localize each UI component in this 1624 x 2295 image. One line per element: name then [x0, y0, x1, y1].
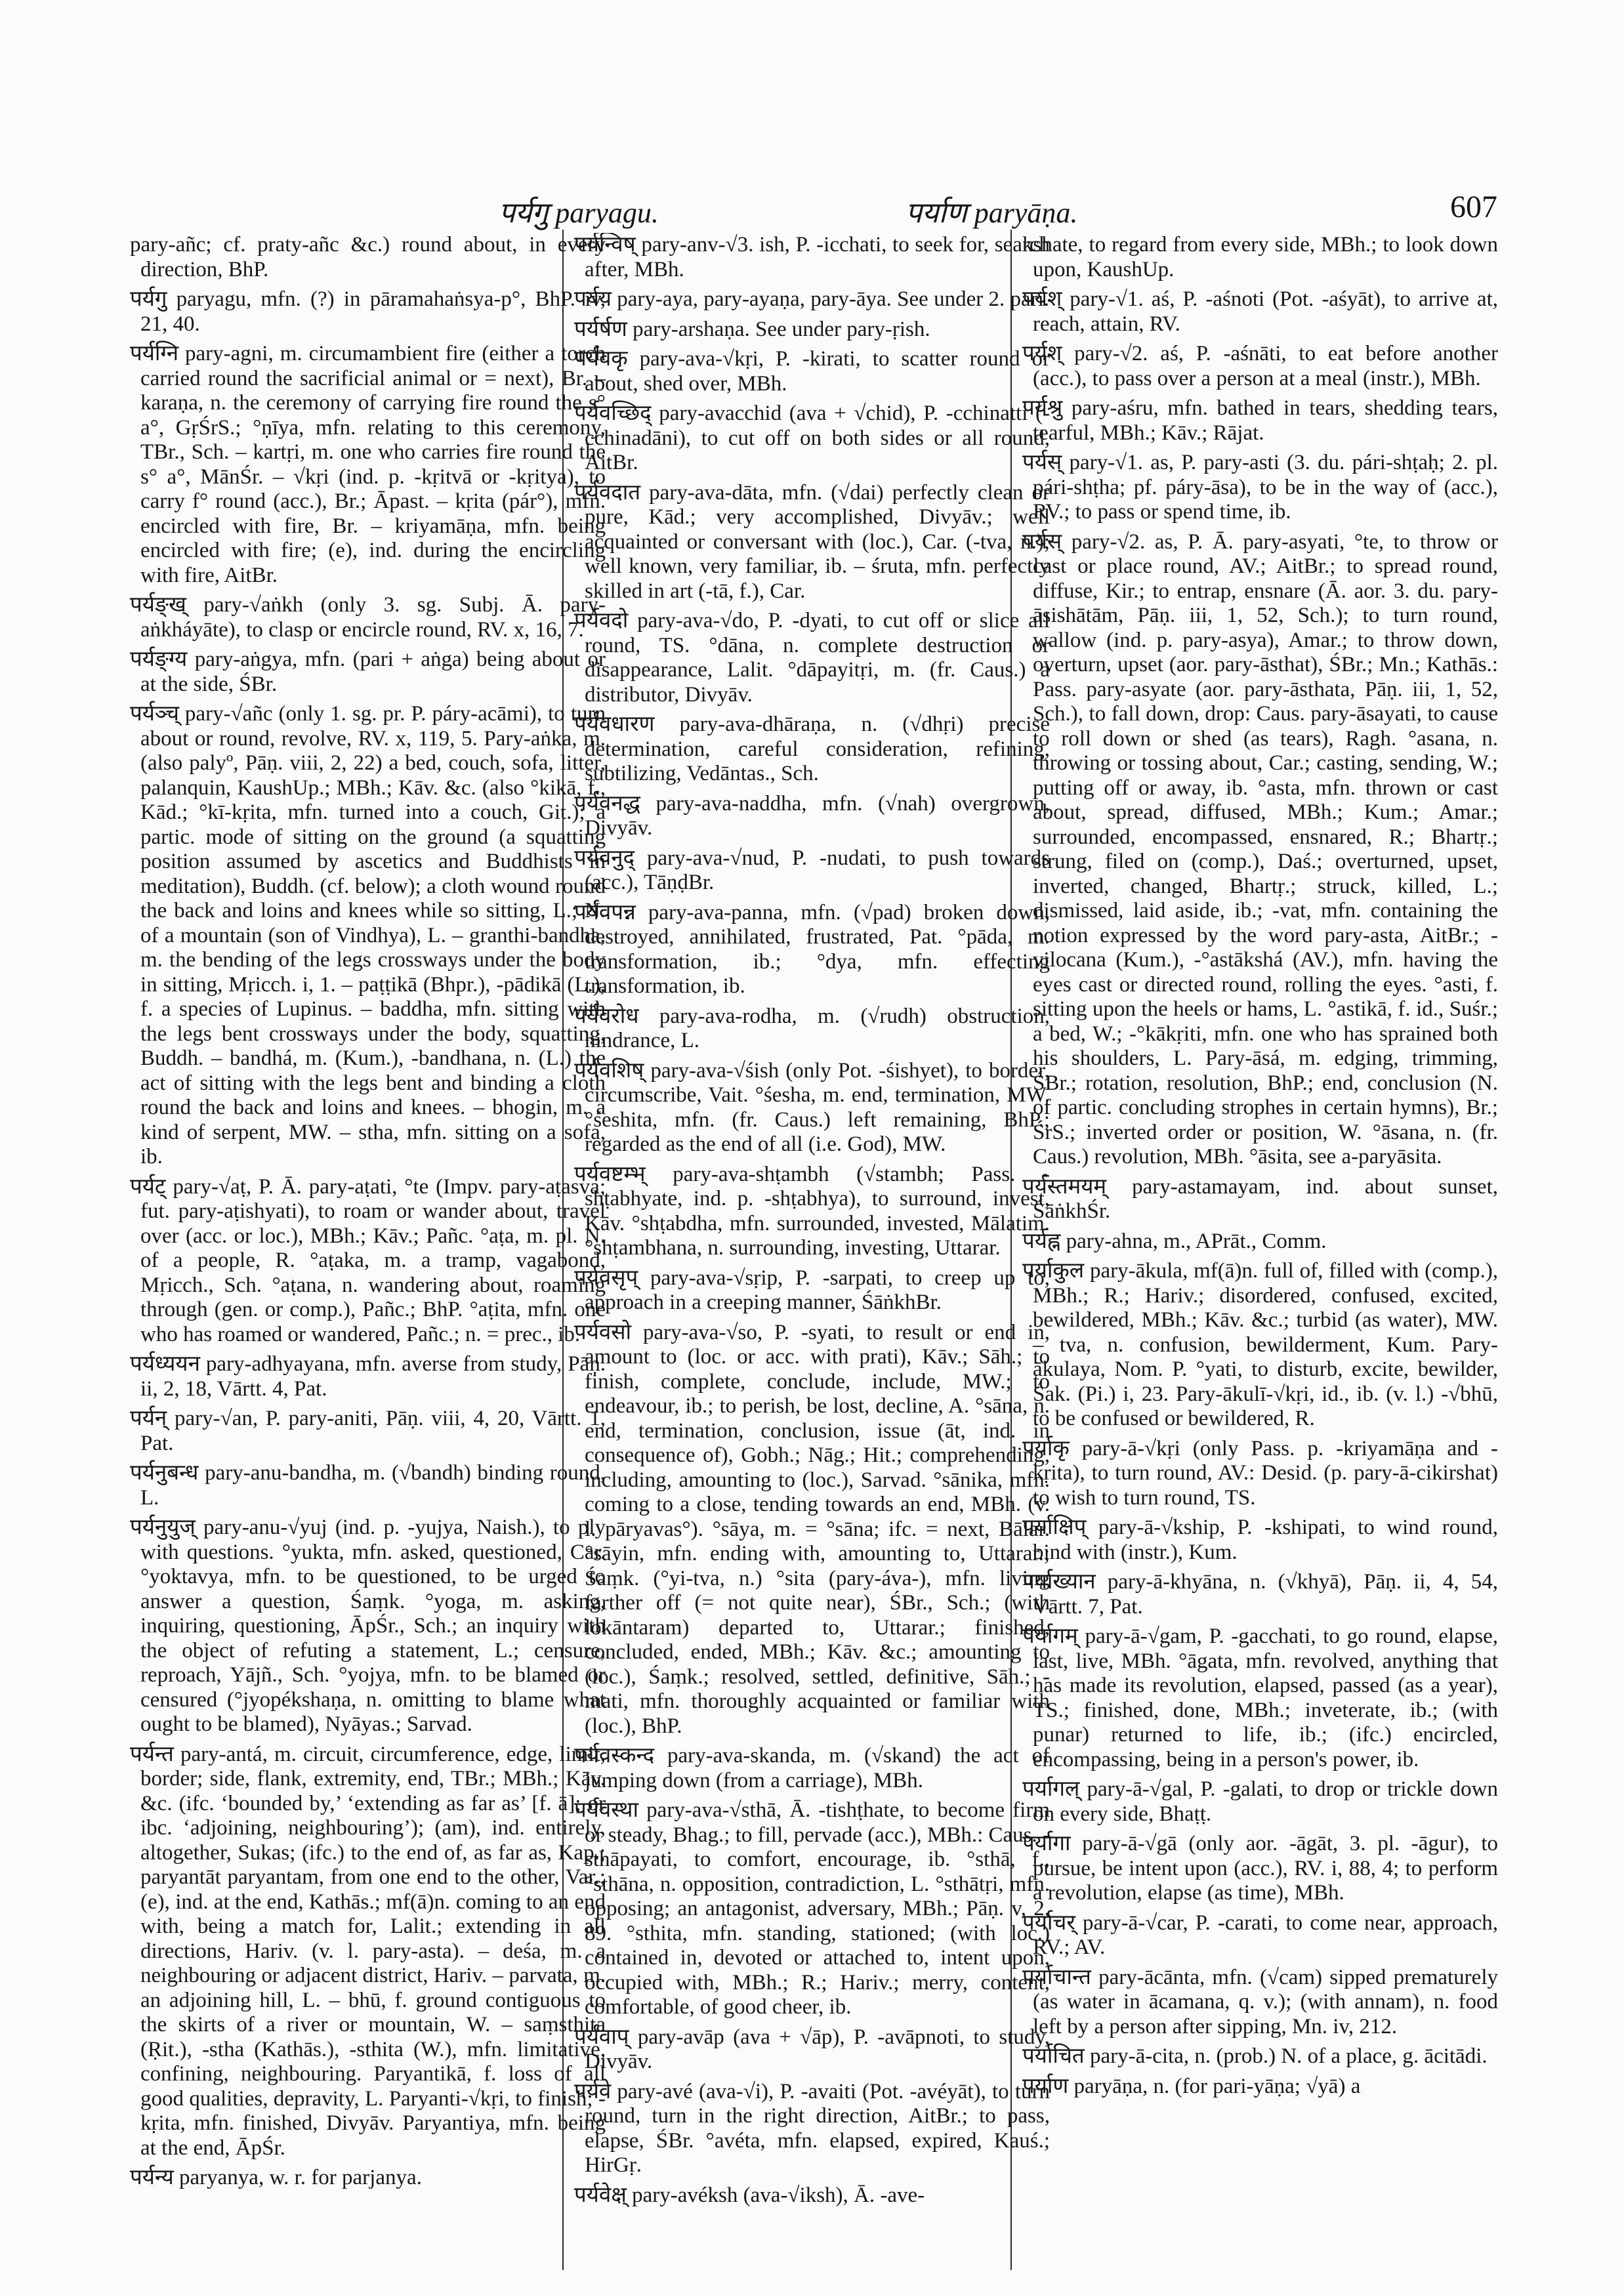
- dictionary-entry: पर्यगु paryagu, mfn. (?) in pāramahaṅsya-p°, BhP. iv, 21, 40.: [130, 287, 606, 336]
- page-number: 607: [1450, 190, 1497, 224]
- dictionary-entry: पर्याकुल pary-ākula, mf(ā)n. full of, filled with (comp.), MBh.; R.; Hariv.; disordered, confused, excited, bewildered, MBh.; Kāv. &c.; turbid (as water), MW. – tva, n. confusion, bewilderment, Kum. Pary-ākulaya, Nom. P. °yati, to disturb, excite, bewilder, Śak. (Pi.) i, 23. Pary-ākulī-√kṛi, id., ib. (v. l.) -√bhū, to be confused or bewildered, R.: [1022, 1259, 1498, 1430]
- dictionary-entry: पर्यवस्कन्द pary-ava-skanda, m. (√skand) the act of jumping down (from a carriage), MBh.: [574, 1744, 1050, 1792]
- page-header: [0, 0, 1624, 229]
- dictionary-entry: पर्यङ्ख् pary-√aṅkh (only 3. sg. Subj. Ā. pary-aṅkháyāte), to clasp or encircle round, RV. x, 16, 7.: [130, 593, 606, 642]
- dictionary-entry: पर्यवपन्न pary-ava-panna, mfn. (√pad) broken down, destroyed, annihilated, frustrated, Pat. °pāda, m. transformation, ib.; °dya, mfn. effecting transformation, ib.: [574, 900, 1050, 998]
- dictionary-entry: पर्यह्न pary-ahna, m., APrāt., Comm.: [1022, 1229, 1327, 1253]
- dictionary-entry: पर्यश् pary-√1. aś, P. -aśnoti (Pot. -aśyāt), to arrive at, reach, attain, RV.: [1022, 287, 1498, 336]
- dictionary-entry: पर्यवसो pary-ava-√so, P. -syati, to result or end in, amount to (loc. or acc. with prati), Kāv.; Sāh.; to finish, complete, conclude, include, MW.; to endeavour, ib.; to perish, be lost, decline, A. °sāna, n. end, termination, conclusion, issue (āt, ind. in consequence of), Gobh.; Nāg.; Hit.; comprehending, including, amounting to (loc.), Sarvad. °sānika, mfn. coming to a close, tending towards an end, MBh. (v. l. pāryavas°). °sāya, m. = °sāna; ifc. = next, Bālar. °sāyin, mfn. ending with, amounting to, Uttarar.; Śaṃk. (°yi-tva, n.) °sita (pary-áva-), mfn. living farther off (= not quite near), ŚBr., Sch.; (with lokāntaram) departed to, Uttarar.; finished, concluded, ended, MBh.; Kāv. &c.; amounting to (loc.), Śaṃk.; resolved, settled, definitive, Sāh.; -mati, mfn. thoroughly acquainted or familiar with (loc.), BhP.: [574, 1320, 1050, 1738]
- dictionary-entry: पर्यवकृ pary-ava-√kṛi, P. -kirati, to scatter round or about, shed over, MBh.: [574, 347, 1050, 396]
- dictionary-entry: पर्यवनद्ध pary-ava-naddha, mfn. (√nah) overgrown, Divyāv.: [574, 791, 1050, 840]
- header-left-guideword: पर्यगु paryagu.: [499, 197, 659, 229]
- dictionary-entry: पर्यग्नि pary-agni, m. circumambient fire (either a torch carried round the sacrificial animal or = next), Br. – karaṇa, n. the ceremony of carrying fire round the s° a°, GṛŚrS.; °ṇīya, mfn. relating to this ceremony, TBr., Sch. – kartṛi, m. one who carries fire round the s° a°, MānŚr. – √kṛi (ind. p. -kṛitvā or -kṛitya), to carry f° round (acc.), Br.; Āpast. – kṛita (pár°), mfn. encircled with fire, Br. – kriyamāṇa, mfn. being encircled with fire; (e), ind. during the encircling with fire, AitBr.: [130, 342, 606, 587]
- dictionary-entry: पर्यन्विष् pary-anv-√3. ish, P. -icchati, to seek for, search after, MBh.: [574, 233, 1050, 281]
- dictionary-entry: पर्यस् pary-√2. as, P. Ā. pary-asyati, °te, to throw or cast or place round, AV.; AitBr.; to spread round, diffuse, Kir.; to entrap, ensnare (Ā. aor. 3. du. pary-āsishātām, Pāṇ. iii, 1, 52, Sch.); to turn round, wallow (ind. p. pary-asya), Amar.; to throw down, overturn, upset (aor. pary-āsthat), ŚBr.; Mn.; Kathās.: Pass. pary-asyate (aor. pary-āsthata, Pāṇ. iii, 1, 52, Sch.), to fall down, drop: Caus. pary-āsayati, to cause to roll down or shed (as tears), Ragh. °asana, n. throwing or tossing about, Car.; casting, sending, W.; putting off or away, ib. °asta, mfn. thrown or cast about, spread, diffused, MBh.; Kum.; Amar.; surrounded, encompassed, ensnared, R.; Bhartṛ.; strung, filed on (comp.), Daś.; overturned, upset, inverted, changed, Bhartṛ.; struck, killed, L.; dismissed, laid aside, ib.; -vat, mfn. containing the notion expressed by the word pary-asta, AitBr.; -vilocana (Kum.), -°astākshá (AV.), mfn. having the eyes cast or directed round, rolling the eyes. °asti, f. sitting upon the heels or hams, L. °astikā, f. id., Suśr.; a bed, W.; -°kākṛiti, mfn. one who has sprained both his shoulders, L. Pary-āsá, m. edging, trimming, ŚBr.; rotation, resolution, BhP.; end, conclusion (N. of partic. concluding strophes in certain hymns), Br.; ŚrS.; inverted order or position, W. °āsana, n. (fr. Caus.) revolution, MBh. °āsita, see a-paryāsita.: [1022, 529, 1498, 1168]
- dictionary-column-3: [1022, 233, 1498, 2260]
- dictionary-entry: पर्यवदात pary-ava-dāta, mfn. (√dai) perfectly clean or pure, Kād.; very accomplished, Divyāv.; well acquainted or conversant with (loc.), Car. (-tva, n.); well known, very familiar, ib. – śruta, mfn. perfectly skilled in art (-tā, f.), Car.: [574, 480, 1050, 603]
- dictionary-entry: पर्याचित pary-ā-cita, n. (prob.) N. of a place, g. ācitādi.: [1022, 2044, 1488, 2068]
- dictionary-entry: पर्यस् pary-√1. as, P. pary-asti (3. du. pári-shṭaḥ; 2. pl. pári-shṭha; pf. páry-āsa), to be in the way of (acc.), RV.; to pass or spend time, ib.: [1022, 451, 1498, 524]
- dictionary-entry: पर्याचर् pary-ā-√car, P. -carati, to come near, approach, RV.; AV.: [1022, 1911, 1498, 1959]
- dictionary-entry: पर्यर्षण pary-arshaṇa. See under pary-ṛish.: [574, 317, 930, 341]
- dictionary-entry: पर्याचान्त pary-ācānta, mfn. (√cam) sipped prematurely (as water in ācamana, q. v.); (with annam), n. food left by a person after sipping, Mn. iv, 212.: [1022, 1965, 1498, 2038]
- dictionary-entry: पर्यवष्टम्भ् pary-ava-shṭambh (√stambh; Pass. -shṭabhyate, ind. p. -shṭabhya), to surround, invest, Kāv. °shṭabdha, mfn. surrounded, invested, Mālatim. °shṭambhana, n. surrounding, investing, Uttarar.: [574, 1162, 1050, 1260]
- header-center-guideword: पर्याण paryāṇa.: [906, 197, 1078, 229]
- dictionary-entry: पर्यङ्ग्य pary-aṅgya, mfn. (pari + aṅga) being about or at the side, ŚBr.: [130, 648, 606, 696]
- dictionary-entry: पर्यागा pary-ā-√gā (only aor. -āgāt, 3. pl. -āgur), to pursue, be intent upon (acc.), RV. i, 88, 4; to perform a revolution, elapse (as time), MBh.: [1022, 1832, 1498, 1905]
- dictionary-entry: पर्याक्षिप् pary-ā-√kship, P. -kshipati, to wind round, bind with (instr.), Kum.: [1022, 1516, 1498, 1564]
- dictionary-entry: पर्याख्यान pary-ā-khyāna, n. (√khyā), Pāṇ. ii, 4, 54, Vārtt. 7, Pat.: [1022, 1570, 1498, 1619]
- dictionary-entry: पर्यवनुद् pary-ava-√nud, P. -nudati, to push towards (acc.), TāṇḍBr.: [574, 846, 1050, 894]
- dictionary-entry: पर्यवे pary-avé (ava-√i), P. -avaiti (Pot. -avéyāt), to turn round, turn in the right direction, AitBr.; to pass, elapse, ŚBr. °avéta, mfn. elapsed, expired, Kauś.; HirGṛ.: [574, 2079, 1050, 2177]
- dictionary-entry: पर्यश् pary-√2. aś, P. -aśnāti, to eat before another (acc.), to pass over a person at a meal (instr.), MBh.: [1022, 342, 1498, 390]
- dictionary-entry: पर्यवधारण pary-ava-dhāraṇa, n. (√dhṛi) precise determination, careful consideration, refining, subtilizing, Vedāntas., Sch.: [574, 713, 1050, 785]
- dictionary-entry: पर्यवच्छिद् pary-avacchid (ava + √chid), P. -cchinatti (-cchinadāni), to cut off on both sides or all round, AitBr.: [574, 402, 1050, 474]
- dictionary-entry: pary-añc; cf. praty-añc &c.) round about, in every direction, BhP.: [130, 233, 606, 281]
- dictionary-entry: पर्याण paryāṇa, n. (for pari-yāṇa; √yā) a: [1022, 2074, 1361, 2098]
- dictionary-entry: पर्यवदो pary-ava-√do, P. -dyati, to cut off or slice all round, TS. °dāna, n. complete destruction or disappearance, Lalit. °dāpayitṛi, m. (fr. Caus.) a distributor, Divyāv.: [574, 609, 1050, 707]
- dictionary-entry: पर्यञ्च् pary-√añc (only 1. sg. pr. P. páry-acāmi), to turn about or round, revolve, RV. x, 119, 5. Pary-aṅka, m. (also palyº, Pāṇ. viii, 2, 22) a bed, couch, sofa, litter, palanquin, KaushUp.; MBh.; Kāv. &c. (also °kikā, f., Kād.; °kī-kṛita, mfn. turned into a couch, Git.); a partic. mode of sitting on the ground (a squatting position assumed by ascetics and Buddhists in meditation), Buddh. (cf. below); a cloth wound round the back and loins and knees while so sitting, L.; N. of a mountain (son of Vindhya), L. – granthi-bandha, m. the bending of the legs crossways under the body in sitting, Mṛicch. i, 1. – paṭṭikā (Bhpr.), -pādikā (L.), f. a species of Lupinus. – baddha, mfn. sitting with the legs bent crossways under the body, squatting, Buddh. – bandhá, m. (Kum.), -bandhana, n. (L.) the act of sitting with the legs bent and binding a cloth round the back and loins and knees. – bhogin, m. a kind of serpent, MW. – stha, mfn. sitting on a sofa, ib.: [130, 702, 606, 1168]
- dictionary-entry: पर्यनुबन्ध pary-anu-bandha, m. (√bandh) binding round, L.: [130, 1461, 606, 1510]
- dictionary-entry: पर्यवरोध pary-ava-rodha, m. (√rudh) obstruction, hindrance, L.: [574, 1004, 1050, 1052]
- dictionary-entry: पर्यनुयुज् pary-anu-√yuj (ind. p. -yujya, Naish.), to ply with questions. °yukta, mfn. asked, questioned, Car. °yoktavya, mfn. to be questioned, to be urged to answer a question, Śaṃk. °yoga, m. asking, inquiring, questioning, ĀpŚr., Sch.; an inquiry with the object of refuting a statement, L.; censure, reproach, Yājñ., Sch. °yojya, mfn. to be blamed or censured (°jyopékshaṇa, n. omitting to blame what ought to be blamed), Nyāyas.; Sarvad.: [130, 1516, 606, 1736]
- dictionary-entry: पर्यन्त pary-antá, m. circuit, circumference, edge, limit, border; side, flank, extremity, end, TBr.; MBh.; Kāv. &c. (ifc. ‘bounded by,’ ‘extending as far as’ [f. ā]; or ibc. ‘adjoining, neighbouring’); (am), ind. entirely, altogether, Sukas; (ifc.) to the end of, as far as, Kap.; paryantāt paryantam, from one end to the other, Var.; (e), ind. at the end, Kathās.; mf(ā)n. coming to an end with, being a match for, Lalit.; extending in all directions, Hariv. (v. l. pary-asta). – deśa, m. a neighbouring or adjacent district, Hariv. – parvata, m. an adjoining hill, L. – bhū, f. ground contiguous to the skirts of a river or mountain, W. – saṃsthita (Ṛit.), -stha (Kathās.), -sthita (W.), mfn. limitative, confining, neighbouring. Paryantikā, f. loss of all good qualities, depravity, L. Paryanti-√kṛi, to finish; -kṛita, mfn. finished, Divyāv. Paryantiya, mfn. being at the end, ĀpŚr.: [130, 1742, 606, 2160]
- dictionary-entry: पर्याकृ pary-ā-√kṛi (only Pass. p. -kriyamāṇa and -kṛita), to turn round, AV.: Desid. (p. pary-ā-cikirshat) to wish to turn round, TS.: [1022, 1436, 1498, 1510]
- dictionary-column-1: [130, 233, 606, 2260]
- dictionary-entry: पर्यन् pary-√an, P. pary-aniti, Pāṇ. viii, 4, 20, Vārtt. 1, Pat.: [130, 1407, 606, 1455]
- dictionary-entry: पर्यवेक्ष् pary-avéksh (ava-√iksh), Ā. -ave-: [574, 2183, 925, 2207]
- dictionary-entry: पर्यश्रु pary-aśru, mfn. bathed in tears, shedding tears, tearful, MBh.; Kāv.; Rājat.: [1022, 396, 1498, 445]
- dictionary-entry: पर्यागल् pary-ā-√gal, P. -galati, to drop or trickle down on every side, Bhaṭṭ.: [1022, 1777, 1498, 1826]
- dictionary-entry: kshate, to regard from every side, MBh.; to look down upon, KaushUp.: [1022, 233, 1498, 281]
- dictionary-entry: पर्यवशिष् pary-ava-√śish (only Pot. -śishyet), to border, circumscribe, Vait. °śesha, m. end, termination, MW. °śeshita, mfn. (fr. Caus.) left remaining, BhP.; regarded as the end of all (i.e. God), MW.: [574, 1058, 1050, 1156]
- dictionary-entry: पर्यागम् pary-ā-√gam, P. -gacchati, to go round, elapse, last, live, MBh. °āgata, mfn. revolved, anything that has made its revolution, elapsed, passed (as a year), TS.; finished, done, MBh.; inveterate, ib.; (with punar) returned to life, ib.; (ifc.) encircled, encompassing, being in a person's power, ib.: [1022, 1624, 1498, 1771]
- dictionary-entry: पर्यध्ययन pary-adhyayana, mfn. averse from study, Pāṇ. ii, 2, 18, Vārtt. 4, Pat.: [130, 1352, 606, 1401]
- dictionary-entry: पर्यय pary-aya, pary-ayaṇa, pary-āya. See under 2. pari.: [574, 287, 1050, 311]
- dictionary-entry: पर्यवाप् pary-avāp (ava + √āp), P. -avāpnoti, to study, Divyāv.: [574, 2025, 1050, 2073]
- dictionary-entry: पर्यस्तमयम् pary-astamayam, ind. about sunset, ŚāṅkhŚr.: [1022, 1174, 1498, 1223]
- dictionary-column-2: [574, 233, 1050, 2260]
- dictionary-entry: पर्यट् pary-√aṭ, P. Ā. pary-aṭati, °te (Impv. pary-aṭasva; fut. pary-aṭishyati), to roam or wander about, travel over (acc. or loc.), MBh.; Kāv.; Pañc. °aṭa, m. pl. N. of a people, R. °aṭaka, m. a tramp, vagabond, Mṛicch., Sch. °aṭana, n. wandering about, roaming through (gen. or comp.), Pañc.; BhP. °aṭita, mfn. one who has roamed or wandered, Pañc.; n. = prec., ib.: [130, 1174, 606, 1346]
- dictionary-entry: पर्यवस्था pary-ava-√sthā, Ā. -tishṭhate, to become firm or steady, Bhag.; to fill, pervade (acc.), MBh.: Caus. -sthāpayati, to comfort, encourage, ib. °sthā, f., °sthāna, n. opposition, contradiction, L. °sthātṛi, mfn. opposing; an antagonist, adversary, MBh.; Pāṇ. v, 2, 89. °sthita, mfn. standing, stationed; (with loc.) contained in, devoted or attached to, intent upon, occupied with, MBh.; R.; Hariv.; merry, content, comfortable, of good cheer, ib.: [574, 1798, 1050, 2019]
- dictionary-entry: पर्यवसृप् pary-ava-√sṛip, P. -sarpati, to creep up to, approach in a creeping manner, ŚāṅkhBr.: [574, 1266, 1050, 1314]
- dictionary-entry: पर्यन्य paryanya, w. r. for parjanya.: [130, 2166, 422, 2189]
